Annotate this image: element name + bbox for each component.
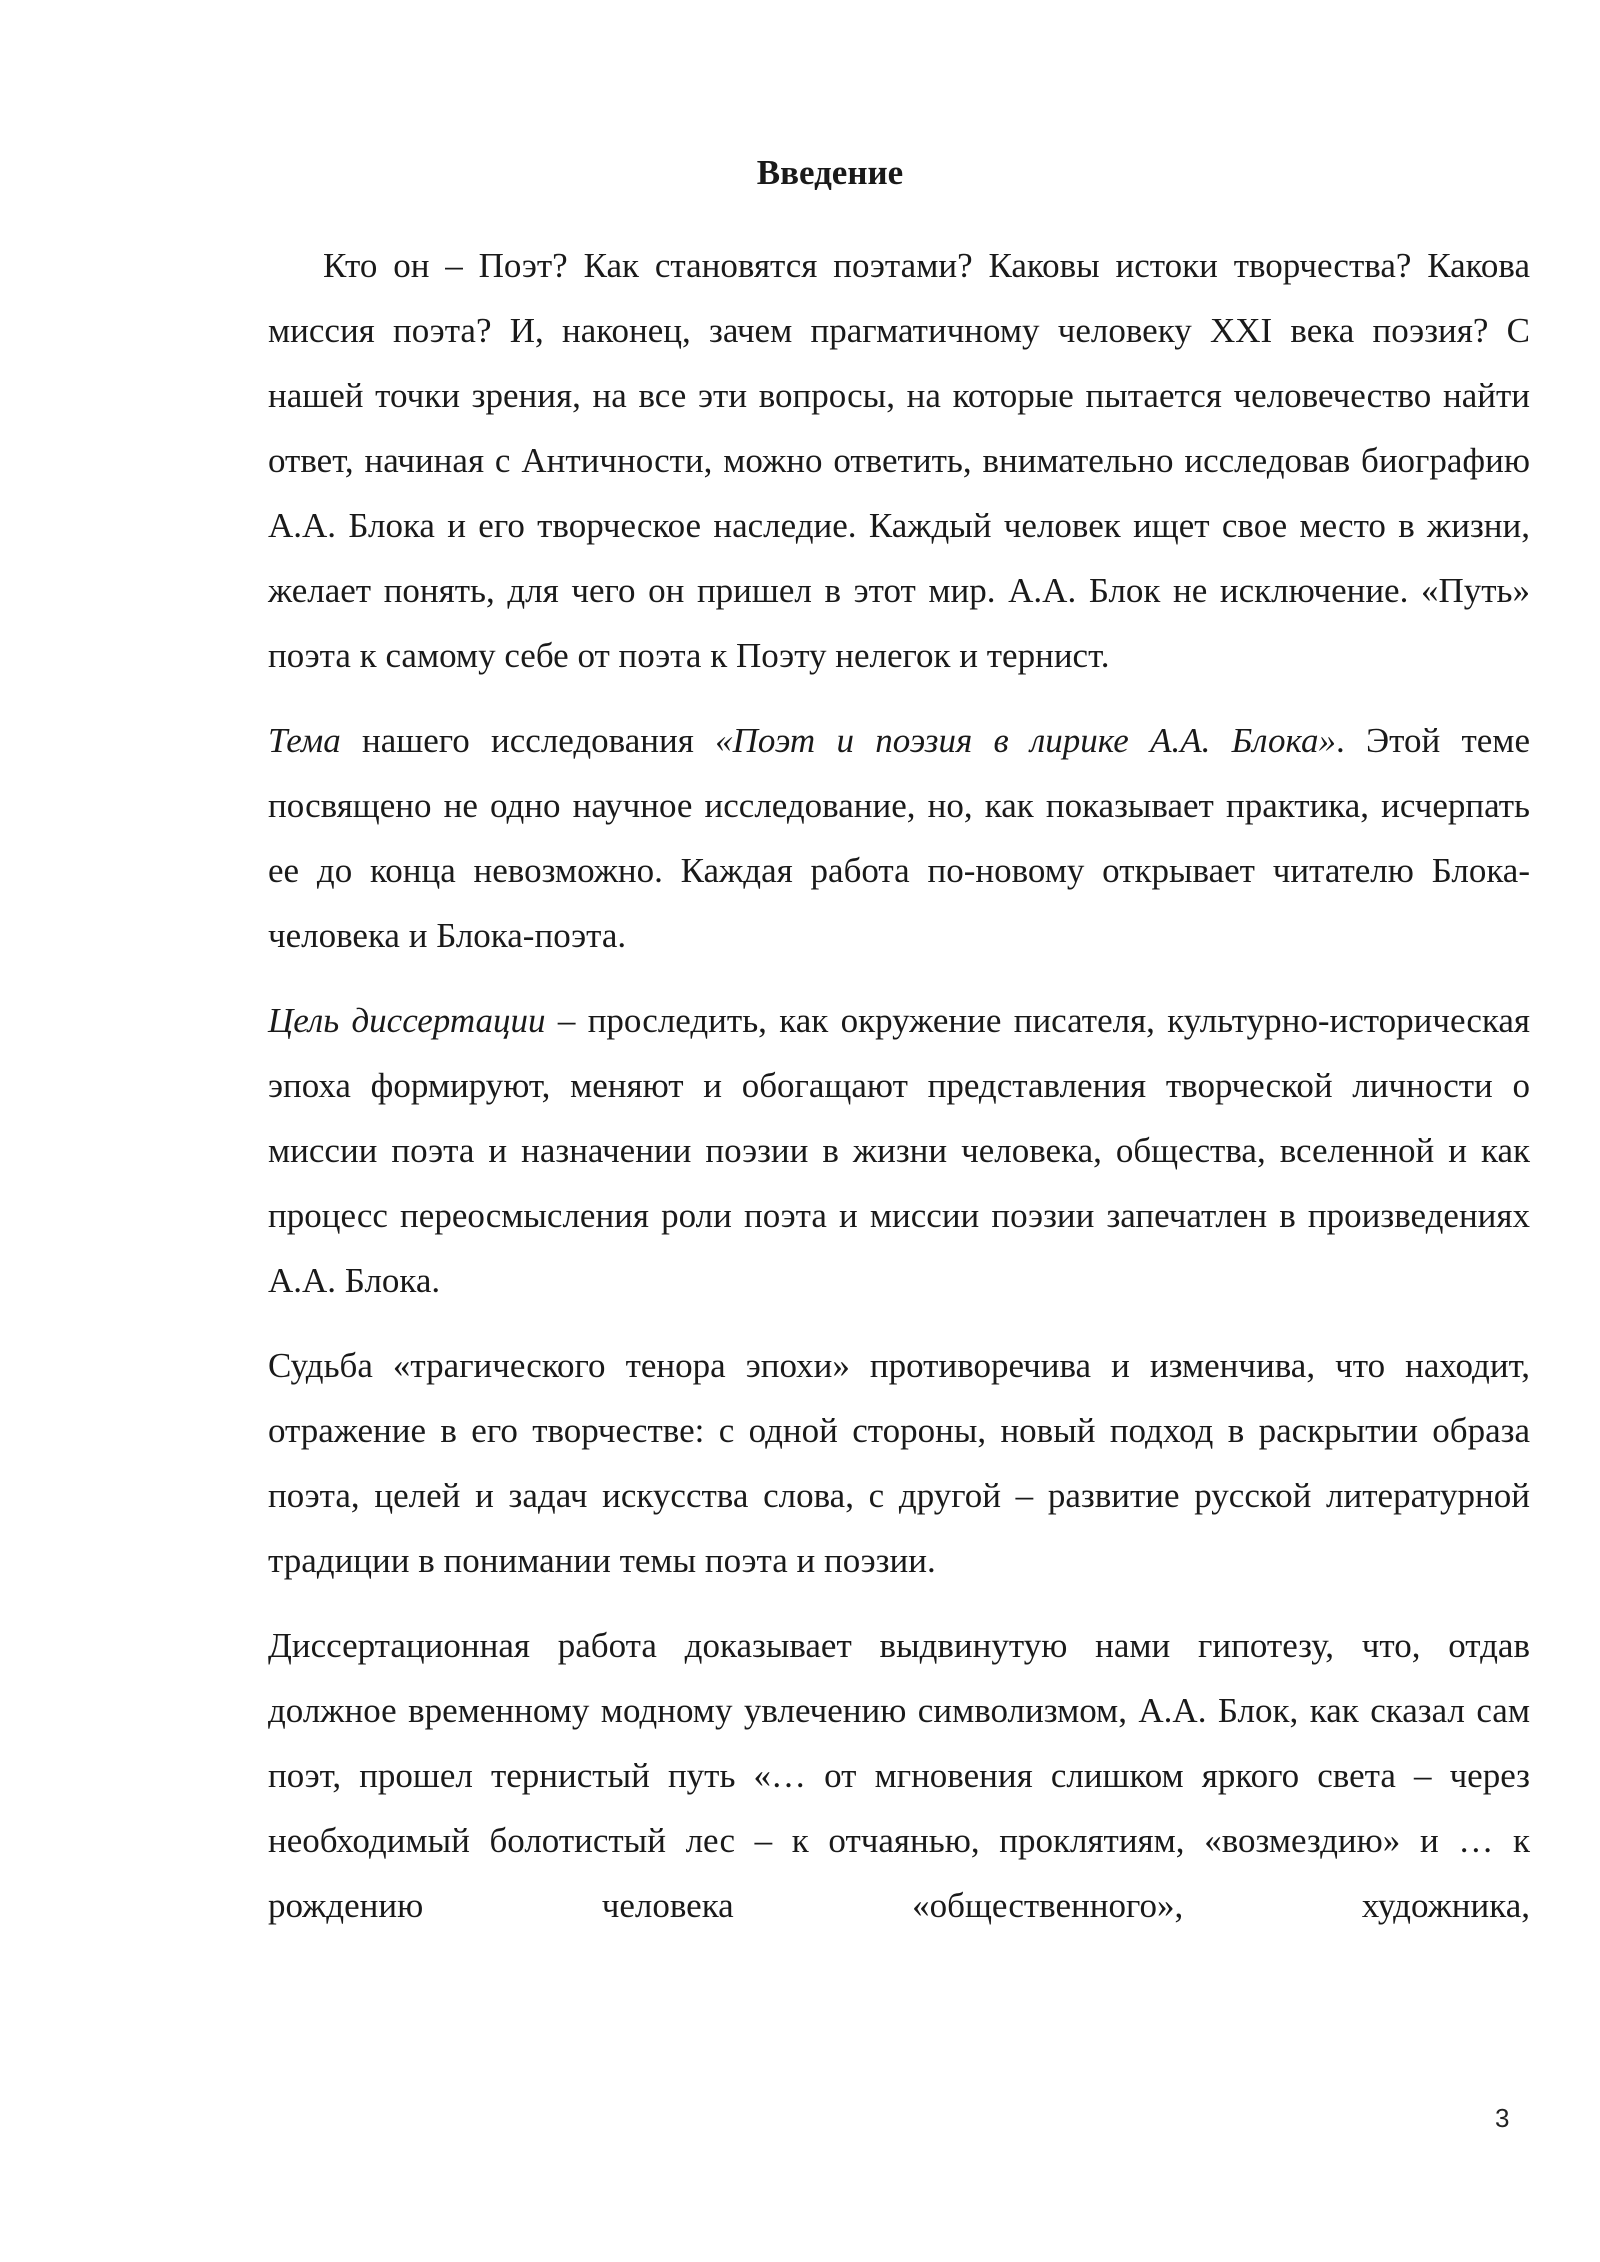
paragraph-topic-text-2: . Этой теме посвящено не одно научное исследование, но, как показывает практика, исчерпать ее до конца невозможно. Каждая работа по-новому открывает читателю Блока-человека и Блока-поэта. <box>268 721 1530 955</box>
term-topic: Тема <box>268 721 341 760</box>
paragraph-intro: Кто он – Поэт? Как становятся поэтами? Каковы истоки творчества? Какова миссия поэта? И, наконец, зачем прагматичному человеку XXI века поэзия? С нашей точки зрения, на все эти вопросы, на которые пытается человечество найти ответ, начиная с Античности, можно ответить, внимательно исследовав биографию А.А. Блока и его творческое наследие. Каждый человек ищет свое место в жизни, желает понять, для чего он пришел в этот мир. А.А. Блок не исключение. «Путь» поэта к самому себе от поэта к Поэту нелегок и тернист. <box>268 246 1530 675</box>
page-title: Введение <box>756 153 904 192</box>
paragraph-fate: Судьба «трагического тенора эпохи» противоречива и изменчива, что находит, отражение в его творчестве: с одной стороны, новый подход в раскрытии образа поэта, целей и задач искусства слова, с другой – развитие русской литературной традиции в понимании темы поэта и поэзии. <box>268 1346 1530 1580</box>
paragraph-goal <box>268 988 1530 1313</box>
term-goal: Цель диссертации <box>268 1001 546 1040</box>
paragraph-topic <box>268 708 1530 968</box>
research-topic-title: «Поэт и поэзия в лирике А.А. Блока» <box>715 721 1336 760</box>
page-number: 3 <box>1495 2103 1510 2133</box>
body-text <box>268 233 1530 1960</box>
paragraph-topic-text-1: нашего исследования <box>340 721 716 760</box>
paragraph-hypothesis: Диссертационная работа доказывает выдвинутую нами гипотезу, что, отдав должное временному модному увлечению символизмом, А.А. Блок, как сказал сам поэт, прошел тернистый путь «… от мгновения слишком яркого света – через необходимый болотистый лес – к отчаянью, проклятиям, «возмездию» и … к рождению человека «общественного», художника, <box>268 1626 1530 1925</box>
paragraph-goal-text: – проследить, как окружение писателя, культурно-историческая эпоха формируют, меняют и обогащают представления творческой личности о миссии поэта и назначении поэзии в жизни человека, общества, вселенной и как процесс переосмысления роли поэта и миссии поэзии запечатлен в произведениях А.А. Блока. <box>268 1001 1531 1300</box>
